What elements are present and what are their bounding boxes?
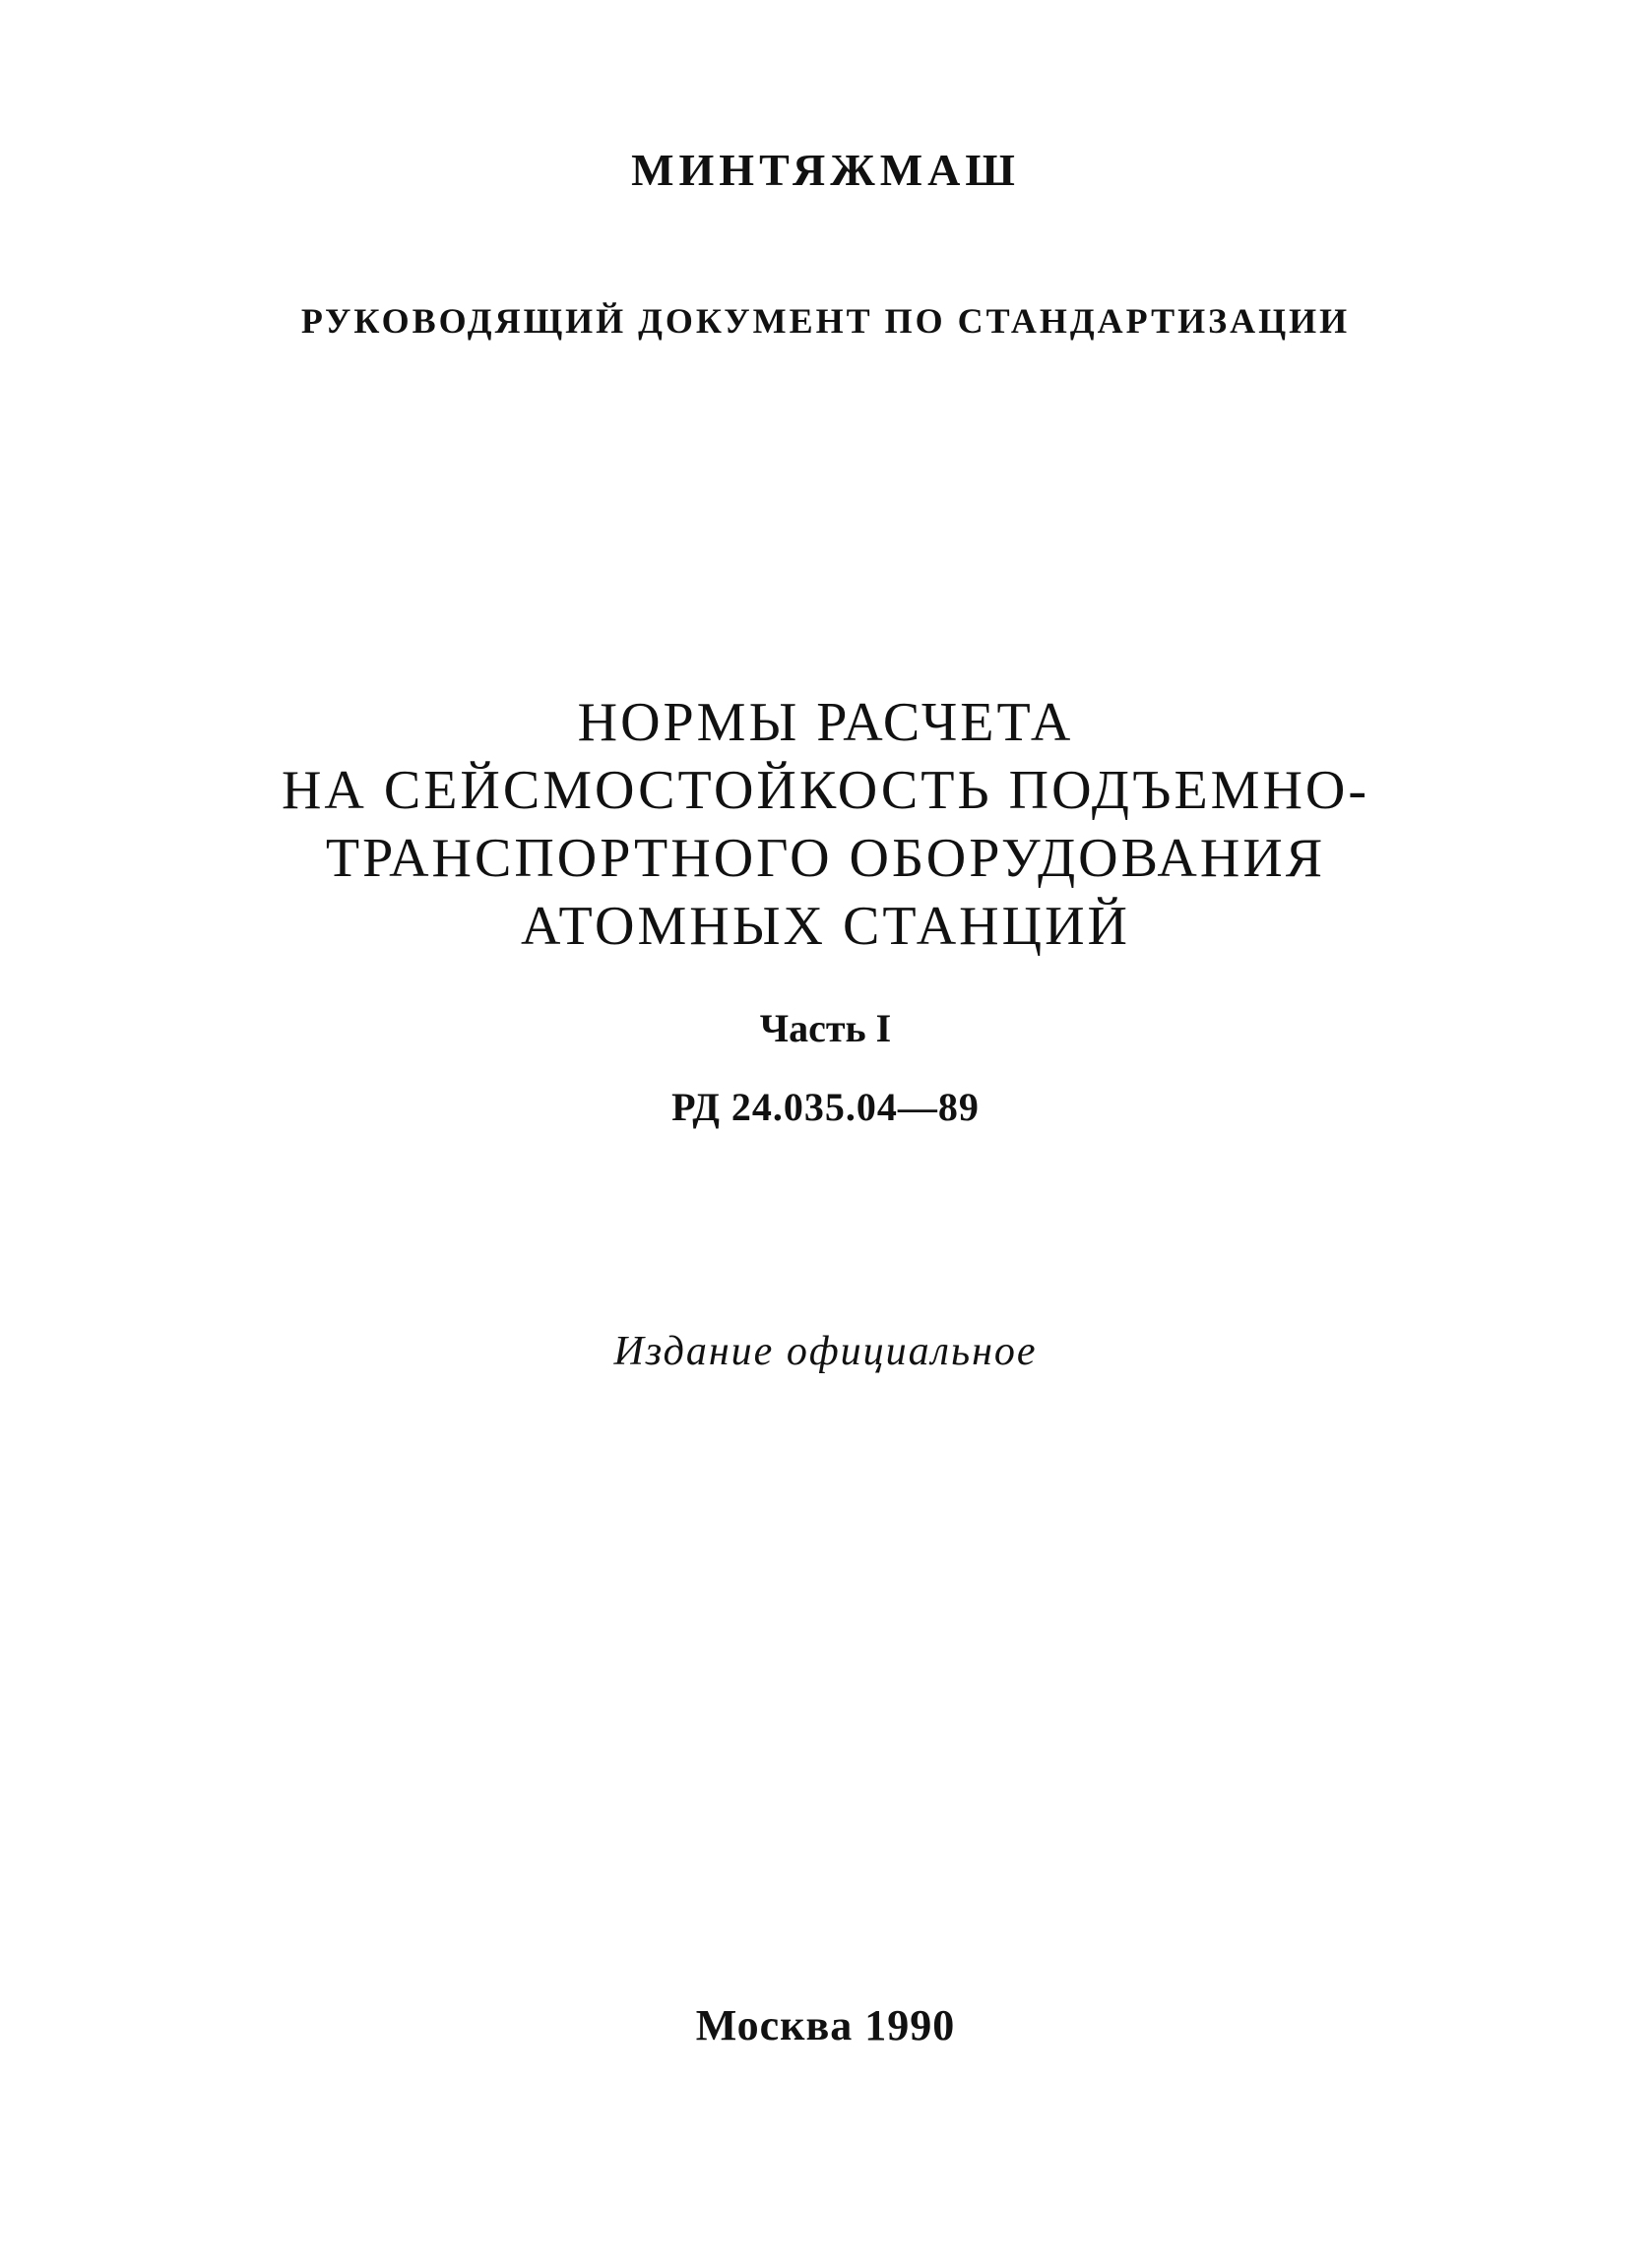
part-number: Часть I — [759, 1006, 892, 1050]
title-line: НА СЕЙСМОСТОЙКОСТЬ ПОДЪЕМНО- — [281, 760, 1369, 821]
document-code: РД 24.035.04—89 — [671, 1085, 980, 1129]
title-line: ТРАНСПОРТНОГО ОБОРУДОВАНИЯ — [325, 828, 1326, 889]
edition-note: Издание официальное — [613, 1329, 1038, 1374]
document-type: РУКОВОДЯЩИЙ ДОКУМЕНТ ПО СТАНДАРТИЗАЦИИ — [300, 301, 1351, 341]
imprint-city-year: Москва 1990 — [695, 2001, 956, 2049]
document-title — [0, 689, 1651, 961]
title-line: АТОМНЫХ СТАНЦИЙ — [521, 896, 1130, 957]
ministry-name: МИНТЯЖМАШ — [631, 145, 1020, 195]
title-line: НОРМЫ РАСЧЕТА — [577, 692, 1074, 753]
